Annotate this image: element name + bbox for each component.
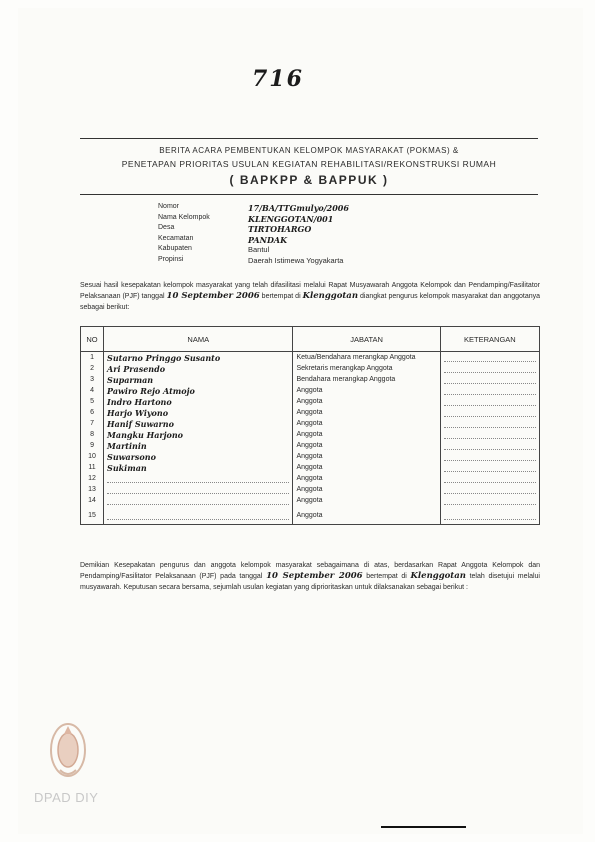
col-header-nama: NAMA [104,327,293,352]
cell-nama [104,429,293,440]
opening-place: Klenggotan [302,291,358,301]
cell-nama [104,440,293,451]
empty-line [444,375,536,384]
cell-no-text: 11 [88,464,96,471]
cell-nama [104,396,293,407]
meta-value: Bantul [248,245,270,254]
cell-no-text: 13 [88,486,96,493]
cell-nama-text: Sukiman [107,462,147,473]
cell-no [81,506,104,525]
title-line-1: BERITA ACARA PEMBENTUKAN KELOMPOK MASYARAKAT (POKMAS) & [159,146,459,155]
meta-row [158,235,349,246]
meta-row [158,245,349,256]
empty-line [444,485,536,494]
cell-nama [104,495,293,506]
cell-nama [104,363,293,374]
empty-line [444,463,536,472]
meta-row [158,256,349,267]
cell-keterangan [440,396,539,407]
empty-line [444,430,536,439]
meta-value: KLENGGOTAN/001 [248,213,334,224]
cell-jabatan [293,429,440,440]
opening-text-3: diangkat pengurus kelompok masyarakat dan anggotanya sebagai berikut: [80,293,540,311]
empty-line [444,353,536,362]
empty-line [107,485,289,494]
col-header-jabatan: JABATAN [293,327,440,352]
opening-text-2: bertempat di [261,293,301,300]
cell-jabatan [293,451,440,462]
cell-no [81,473,104,484]
cell-nama-text: Hanif Suwarno [107,418,174,429]
cell-jabatan-text: Sekretaris merangkap Anggota [296,365,393,372]
cell-no [81,396,104,407]
cell-nama-text: Sutarno Pringgo Susanto [107,352,221,363]
document-title [80,138,538,195]
closing-text-1: Demikian Kesepakatan pengurus dan anggota kelompok masyarakat sebagaimana di atas, berdasarkan Rapat Anggota Kelompok dan Pendamping/Fasilitator Pelaksanaan (PJF) pada tanggal [80,562,540,580]
cell-keterangan [440,374,539,385]
table-row [81,429,540,440]
cell-keterangan [440,418,539,429]
cell-no-text: 12 [88,475,96,482]
table-row [81,418,540,429]
watermark: DPAD DIY [34,790,99,805]
cell-nama [104,407,293,418]
cell-nama [104,374,293,385]
empty-line [444,419,536,428]
cell-keterangan [440,385,539,396]
cell-jabatan-text: Anggota [296,442,323,449]
cell-no [81,495,104,506]
empty-line [444,408,536,417]
table-row [81,473,540,484]
cell-jabatan-text: Anggota [296,409,323,416]
cell-keterangan [440,495,539,506]
opening-paragraph [80,280,540,313]
empty-line [107,511,289,520]
opening-date: 10 September 2006 [166,291,260,301]
cell-nama-text: Harjo Wiyono [107,407,169,418]
meta-key: Nomor [158,203,180,210]
cell-nama [104,462,293,473]
empty-line [444,452,536,461]
meta-row [158,203,349,214]
table-row [81,484,540,495]
closing-text-2: bertempat di [366,573,407,580]
cell-jabatan-text: Anggota [296,464,323,471]
cell-no-text: 5 [90,398,94,405]
meta-key: Kecamatan [158,234,194,242]
cell-jabatan-text: Bendahara merangkap Anggota [296,376,396,383]
page-number: 716 [252,66,304,92]
cell-nama-text: Ari Prasendo [107,363,166,374]
closing-paragraph [80,560,540,593]
title-line-2: PENETAPAN PRIORITAS USULAN KEGIATAN REHABILITASI/REKONSTRUKSI RUMAH [121,159,497,169]
cell-keterangan [440,451,539,462]
cell-no-text: 1 [90,354,94,361]
cell-jabatan [293,396,440,407]
coat-of-arms-seal-icon [48,720,88,782]
cell-nama [104,352,293,364]
document-meta [158,203,349,266]
closing-date: 10 September 2006 [266,571,363,581]
cell-jabatan [293,440,440,451]
cell-jabatan-text: Anggota [296,486,323,493]
cell-jabatan-text: Anggota [296,420,323,427]
cell-nama [104,473,293,484]
empty-line [444,474,536,483]
cell-jabatan [293,484,440,495]
cell-nama [104,385,293,396]
empty-line [107,474,289,483]
col-header-keterangan: KETERANGAN [440,327,539,352]
cell-no [81,440,104,451]
cell-jabatan [293,473,440,484]
cell-no-text: 3 [90,376,94,383]
cell-keterangan [440,429,539,440]
cell-keterangan [440,363,539,374]
cell-jabatan [293,407,440,418]
meta-key: Propinsi [158,255,184,263]
empty-line [444,397,536,406]
cell-keterangan [440,440,539,451]
cell-jabatan-text: Ketua/Bendahara merangkap Anggota [296,354,416,361]
cell-no [81,418,104,429]
cell-no-text: 6 [90,409,94,416]
table-row [81,506,540,525]
cell-no [81,385,104,396]
cell-no-text: 7 [90,420,94,427]
empty-line [444,441,536,450]
cell-jabatan-text: Anggota [296,475,323,482]
cell-nama-text: Suwarsono [107,451,156,462]
cell-no-text: 2 [90,365,94,372]
cell-no [81,352,104,364]
cell-jabatan-text: Anggota [296,431,323,438]
cell-no [81,429,104,440]
cell-keterangan [440,506,539,525]
cell-no [81,462,104,473]
cell-jabatan-text: Anggota [296,497,323,504]
cell-no [81,407,104,418]
meta-key: Nama Kelompok [158,213,210,221]
table-row [81,363,540,374]
cell-no-text: 14 [88,497,96,504]
title-line-3: ( BAPKPP & BAPPUK ) [229,173,389,187]
table-row [81,374,540,385]
cell-jabatan [293,352,440,364]
member-table [80,326,540,525]
cell-no-text: 4 [90,387,94,394]
cell-jabatan [293,495,440,506]
cell-keterangan [440,484,539,495]
cell-no-text: 10 [88,453,96,460]
cell-jabatan [293,363,440,374]
empty-line [444,496,536,505]
meta-key: Desa [158,224,175,231]
cell-nama-text: Martinin [107,440,147,451]
table-row [81,451,540,462]
cell-nama [104,506,293,525]
cell-jabatan-text: Anggota [296,387,323,394]
cell-jabatan [293,385,440,396]
closing-place: Klenggotan [410,571,466,581]
cell-no-text: 9 [90,442,94,449]
cell-jabatan-text: Anggota [296,511,323,519]
cell-jabatan [293,418,440,429]
empty-line [444,511,536,520]
col-header-no: NO [81,327,104,352]
cell-no [81,374,104,385]
cell-nama-text: Pawiro Rejo Atmojo [107,385,195,396]
table-row [81,462,540,473]
meta-value: TIRTOHARGO [248,224,312,234]
table-row [81,396,540,407]
cell-keterangan [440,473,539,484]
cell-nama [104,418,293,429]
cell-no [81,363,104,374]
cell-no-text: 15 [88,511,96,519]
cell-jabatan [293,374,440,385]
cell-jabatan-text: Anggota [296,453,323,460]
cell-no [81,451,104,462]
table-row [81,495,540,506]
opening-text-1: Sesuai hasil kesepakatan kelompok masyarakat yang telah difasilitasi melalui Rapat Musyawarah Anggota Kelompok dan Pendamping/Fasilitator Pelaksanaan (PJF) tanggal [80,282,540,300]
meta-value: Daerah Istimewa Yogyakarta [248,255,344,265]
meta-row [158,224,349,235]
table-row [81,407,540,418]
cell-nama [104,484,293,495]
cell-no-text: 8 [90,431,94,438]
cell-nama-text: Suparman [107,374,154,385]
cell-jabatan-text: Anggota [296,398,323,405]
meta-row [158,214,349,225]
closing-text-3: telah disetujui melalui musyawarah. Keputusan secara bersama, sejumlah usulan kegiatan yang diprioritaskan untuk dilaksanakan sebagai berikut : [80,573,540,591]
meta-value: 17/BA/TTGmulyo/2006 [248,203,349,213]
cell-jabatan [293,506,440,525]
meta-value: PANDAK [248,234,288,245]
cell-jabatan [293,462,440,473]
cell-keterangan [440,462,539,473]
meta-key: Kabupaten [158,245,192,252]
cell-keterangan [440,407,539,418]
table-row [81,385,540,396]
cell-no [81,484,104,495]
empty-line [107,496,289,505]
cell-keterangan [440,352,539,364]
cell-nama [104,451,293,462]
table-row [81,352,540,364]
cell-nama-text: Mangku Harjono [107,429,183,440]
cell-nama-text: Indro Hartono [107,396,172,407]
empty-line [444,386,536,395]
divider [381,826,466,828]
empty-line [444,364,536,373]
table-row [81,440,540,451]
